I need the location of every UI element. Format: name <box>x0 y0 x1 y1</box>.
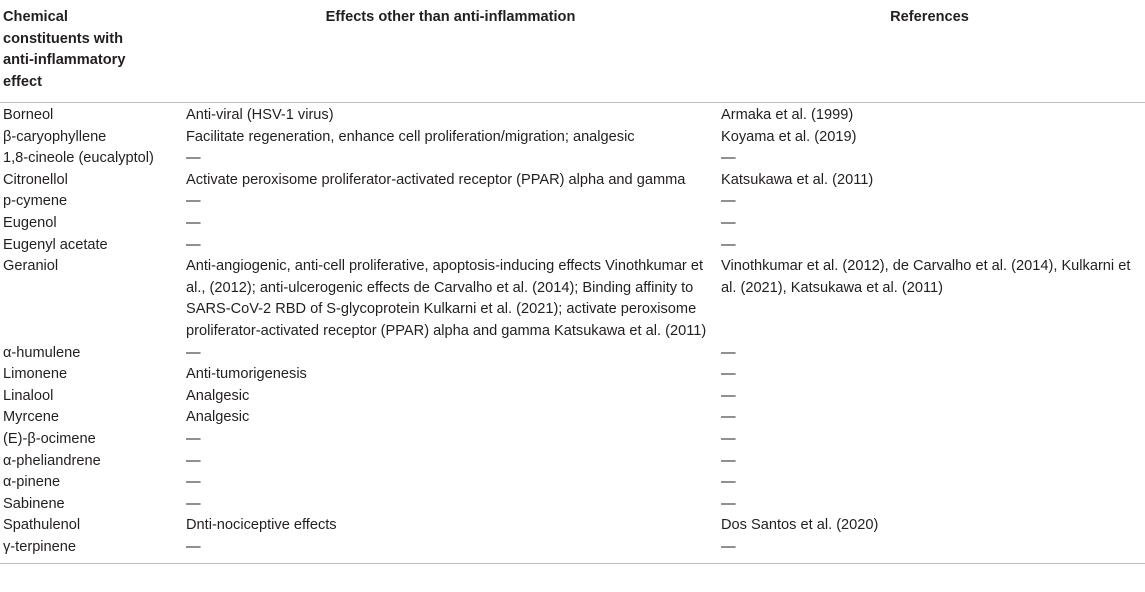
cell-references: — <box>721 495 736 512</box>
cell-references: Dos Santos et al. (2020) <box>721 517 879 534</box>
cell-references: Armaka et al. (1999) <box>721 107 854 123</box>
table-row <box>0 127 1145 149</box>
cell-constituent: Eugenyl acetate <box>3 236 108 253</box>
table-row <box>0 515 1145 537</box>
cell-constituent: Myrcene <box>3 409 59 426</box>
table-row <box>0 191 1145 213</box>
cell-constituent: Linalool <box>3 387 54 404</box>
cell-references: — <box>721 409 736 426</box>
cell-references: — <box>721 430 736 447</box>
cell-effects: Anti-viral (HSV-1 virus) <box>186 107 334 123</box>
cell-references: Vinothkumar et al. (2012), de Carvalho et al. (2014), Kulkarni et al. (2021), Katsukawa et al. (2011) <box>721 258 1131 296</box>
cell-references: — <box>721 366 736 383</box>
table-row <box>0 537 1145 564</box>
cell-references: — <box>721 150 736 167</box>
cell-effects: Facilitate regeneration, enhance cell proliferation/migration; analgesic <box>186 128 635 145</box>
cell-effects: — <box>186 150 201 167</box>
cell-constituent: Sabinene <box>3 495 65 512</box>
cell-constituent: Borneol <box>3 107 54 123</box>
cell-constituent: (E)-β-ocimene <box>3 430 96 447</box>
cell-effects: Activate peroxisome proliferator-activated receptor (PPAR) alpha and gamma <box>186 171 686 188</box>
cell-constituent: p-cymene <box>3 193 68 210</box>
cell-references: — <box>721 344 736 361</box>
table-row <box>0 148 1145 170</box>
cell-constituent: Eugenol <box>3 214 57 231</box>
cell-constituent: α-pheliandrene <box>3 452 101 469</box>
cell-effects: — <box>186 452 201 469</box>
cell-effects: Anti-angiogenic, anti-cell proliferative, apoptosis-inducing effects Vinothkumar et al., (2012); anti-ulcerogenic effects de Carvalho et al. (2014); Binding affinity to SARS-CoV-2 RBD of S-glycoprotein Kulkarni et al. (2021); activate peroxisome proliferator-activated receptor (PPAR) alpha and gamma Katsukawa et al. (2011) <box>186 258 707 339</box>
cell-references: — <box>721 538 736 555</box>
table-row <box>0 494 1145 516</box>
cell-references: — <box>721 236 736 253</box>
table-row <box>0 451 1145 473</box>
cell-effects: Anti-tumorigenesis <box>186 366 307 383</box>
cell-effects: Analgesic <box>186 409 250 426</box>
table-row <box>0 170 1145 192</box>
header-references: References <box>718 0 1145 103</box>
table-header <box>0 0 1145 103</box>
table-row <box>0 472 1145 494</box>
header-constituents: Chemical constituents with anti-inflammatory effect <box>0 0 183 103</box>
table-row <box>0 213 1145 235</box>
cell-references: — <box>721 193 736 210</box>
table-row <box>0 235 1145 257</box>
header-row <box>0 0 1145 103</box>
cell-effects: — <box>186 344 201 361</box>
cell-constituent: Geraniol <box>3 258 59 275</box>
header-effects: Effects other than anti-inflammation <box>183 0 718 103</box>
cell-effects: — <box>186 495 201 512</box>
cell-effects: Dnti-nociceptive effects <box>186 517 337 534</box>
table-row <box>0 256 1145 342</box>
cell-effects: — <box>186 538 201 555</box>
cell-references: — <box>721 387 736 404</box>
cell-effects: — <box>186 430 201 447</box>
cell-effects: — <box>186 193 201 210</box>
cell-constituent: β-caryophyllene <box>3 128 107 145</box>
cell-constituent: α-pinene <box>3 474 61 491</box>
cell-effects: — <box>186 474 201 491</box>
table-row <box>0 343 1145 365</box>
cell-constituent: γ-terpinene <box>3 538 77 555</box>
cell-constituent: 1,8-cineole (eucalyptol) <box>3 150 154 167</box>
cell-effects: Analgesic <box>186 387 250 404</box>
cell-constituent: α-humulene <box>3 344 81 361</box>
table-row <box>0 386 1145 408</box>
cell-constituent: Limonene <box>3 366 68 383</box>
cell-constituent: Citronellol <box>3 171 68 188</box>
table-row <box>0 103 1145 127</box>
cell-references: Koyama et al. (2019) <box>721 128 857 145</box>
table-row <box>0 364 1145 386</box>
cell-references: — <box>721 474 736 491</box>
cell-references: — <box>721 452 736 469</box>
cell-effects: — <box>186 214 201 231</box>
table-bottom-rule <box>0 563 1145 564</box>
cell-effects: — <box>186 236 201 253</box>
table-row <box>0 407 1145 429</box>
cell-constituent: Spathulenol <box>3 517 81 534</box>
cell-references: — <box>721 214 736 231</box>
table-body <box>0 103 1145 564</box>
cell-references: Katsukawa et al. (2011) <box>721 171 874 188</box>
table-row <box>0 429 1145 451</box>
